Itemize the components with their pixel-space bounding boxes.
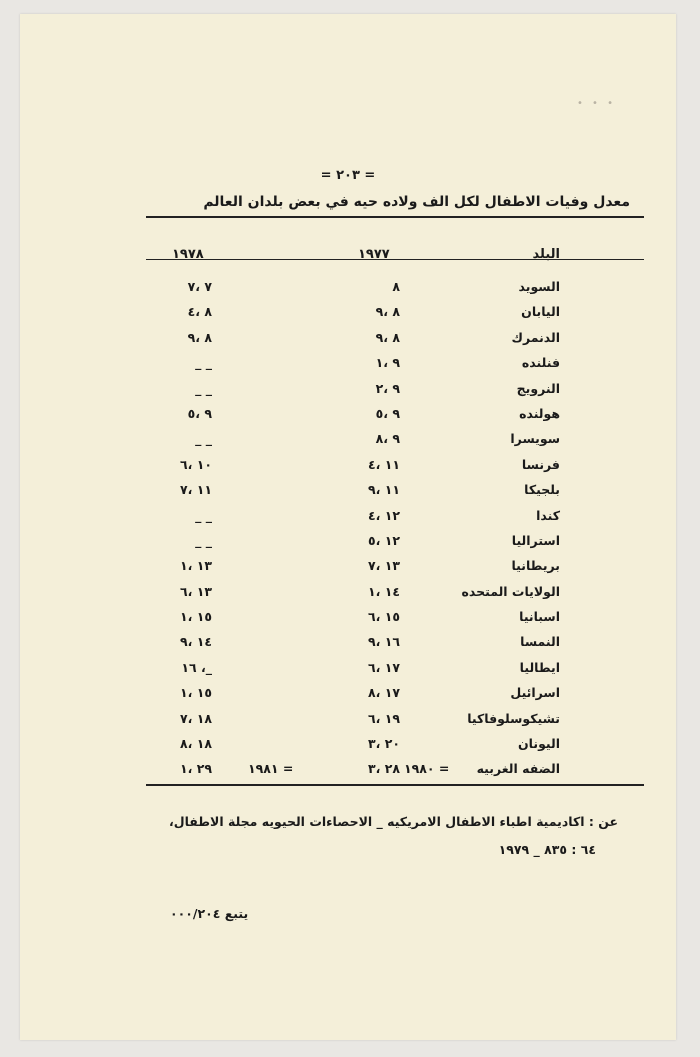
table-row xyxy=(20,457,676,482)
value-1977-cell: ١٤ ،١ xyxy=(367,583,400,599)
table-row xyxy=(20,711,676,736)
country-cell: تشيكوسلوفاكيا xyxy=(467,710,560,726)
country-cell: هولنده xyxy=(519,405,560,421)
table-row xyxy=(20,279,676,304)
table-row xyxy=(20,355,676,380)
country-cell: السويد xyxy=(518,279,560,294)
value-1977-cell: ١٢ ،٤ xyxy=(367,507,400,523)
value-1977-cell: ١١ ،٤ xyxy=(367,456,400,472)
value-1978-cell: _ _ xyxy=(195,355,212,371)
country-cell: الولايات المتحده xyxy=(461,583,560,599)
page-number: = ٢٠٣ = xyxy=(320,168,376,183)
table-row xyxy=(20,634,676,659)
country-cell: اليابان xyxy=(521,304,560,320)
table-row xyxy=(20,685,676,710)
country-cell: النمسا xyxy=(520,634,560,650)
value-1977-cell: ٢٨ ،٣ xyxy=(367,761,400,777)
value-1977-cell: ٩ ،١ xyxy=(375,355,400,371)
country-cell: بريطانيا xyxy=(511,558,560,574)
continues-note: يتبع ٠٠٠/٢٠٤ xyxy=(170,906,249,921)
value-1978-cell: _ _ xyxy=(195,532,212,548)
value-1978-cell: ١٥ ،١ xyxy=(179,685,212,701)
country-cell: النرويج xyxy=(516,380,560,396)
value-1977-cell: ٨ xyxy=(392,279,400,294)
country-cell: استراليا xyxy=(511,532,560,548)
table-row xyxy=(20,660,676,685)
value-1978-cell: ١٨ ،٧ xyxy=(179,710,212,726)
country-cell: اسبانيا xyxy=(519,609,560,625)
value-1977-cell: ٩ ،٢ xyxy=(375,380,400,396)
value-1977-cell: ١٧ ،٨ xyxy=(367,685,400,701)
table-row xyxy=(20,431,676,456)
value-1977-cell: ١٥ ،٦ xyxy=(367,609,400,625)
value-1977-cell: ٨ ،٩ xyxy=(375,304,400,320)
table-row xyxy=(20,609,676,634)
country-cell: كندا xyxy=(536,507,560,523)
value-1977-cell: ١٦ ،٩ xyxy=(367,634,400,650)
value-1978-cell: ١٣ ،١ xyxy=(179,558,212,574)
table-row xyxy=(20,533,676,558)
table-row xyxy=(20,482,676,507)
value-1977-cell: ١٣ ،٧ xyxy=(367,558,400,574)
country-cell: سويسرا xyxy=(510,431,560,447)
value-1977-cell: ٢٠ ،٣ xyxy=(367,736,400,752)
header-rule xyxy=(146,259,644,260)
value-1978-cell: ١٠ ،٦ xyxy=(179,456,212,472)
document-page xyxy=(20,14,676,1040)
citation: ٦٤ : ٨٣٥ _ ١٩٧٩ xyxy=(498,842,596,857)
value-1977-cell: ١٧ ،٦ xyxy=(367,659,400,675)
table-row xyxy=(20,304,676,329)
header-1977: ١٩٧٧ xyxy=(358,247,390,262)
value-1978-cell: ٧ ،٧ xyxy=(187,279,212,294)
value-1977-cell: ١٩ ،٦ xyxy=(367,710,400,726)
country-cell: اليونان xyxy=(518,736,560,752)
table-top-rule xyxy=(146,216,644,218)
country-cell: الضفه الغربيه xyxy=(476,761,560,777)
country-cell: ايطاليا xyxy=(519,659,560,675)
value-1978-cell: _ _ xyxy=(195,431,212,447)
value-1978-cell: _ _ xyxy=(195,507,212,523)
table-body xyxy=(20,279,676,787)
table-row xyxy=(20,558,676,583)
source-note: عن : اكاديمية اطباء الاطفال الامريكيه _ الاحصاءات الحيويه مجلة الاطفال، xyxy=(168,814,618,829)
corner-mark: • • • xyxy=(576,98,616,109)
country-cell: فنلنده xyxy=(521,355,560,371)
value-1977-cell: ١١ ،٩ xyxy=(367,482,400,498)
table-row xyxy=(20,736,676,761)
value-1978-cell: ٩ ،٥ xyxy=(187,405,212,421)
value-1978-cell: ٢٩ ،١ xyxy=(179,761,212,777)
value-1977-cell: ١٢ ،٥ xyxy=(367,532,400,548)
value-1977-cell: ٨ ،٩ xyxy=(375,329,400,345)
value-1978-cell: ١١ ،٧ xyxy=(179,482,212,498)
country-cell: اسرائيل xyxy=(510,685,560,701)
table-row xyxy=(20,584,676,609)
value-1978-cell: ١٥ ،١ xyxy=(179,609,212,625)
table-row xyxy=(20,330,676,355)
value-1978-cell: ١٨ ،٨ xyxy=(179,736,212,752)
country-cell: بلجيكا xyxy=(524,482,560,498)
value-1978-cell: ٨ ،٩ xyxy=(187,329,212,345)
header-country: البلد xyxy=(532,247,560,262)
table-row xyxy=(20,508,676,533)
table-row xyxy=(20,381,676,406)
year-note-1978: ١٩٨١ = xyxy=(248,761,294,777)
table-bottom-rule xyxy=(146,784,644,786)
value-1978-cell: ١٦ ،_ xyxy=(181,659,212,675)
value-1977-cell: ٩ ،٥ xyxy=(375,405,400,421)
value-1978-cell: ١٤ ،٩ xyxy=(179,634,212,650)
value-1978-cell: ٨ ،٤ xyxy=(187,304,212,320)
table-row xyxy=(20,761,676,786)
country-cell: الدنمرك xyxy=(511,329,560,345)
value-1977-cell: ٩ ،٨ xyxy=(375,431,400,447)
header-1978: ١٩٧٨ xyxy=(172,247,204,262)
year-note-1977: ١٩٨٠ = xyxy=(404,761,450,777)
document-title: معدل وفيات الاطفال لكل الف ولاده حيه في بعض بلدان العالم xyxy=(203,194,630,210)
table-row xyxy=(20,406,676,431)
value-1978-cell: ١٣ ،٦ xyxy=(179,583,212,599)
value-1978-cell: _ _ xyxy=(195,380,212,396)
country-cell: فرنسا xyxy=(521,456,560,472)
